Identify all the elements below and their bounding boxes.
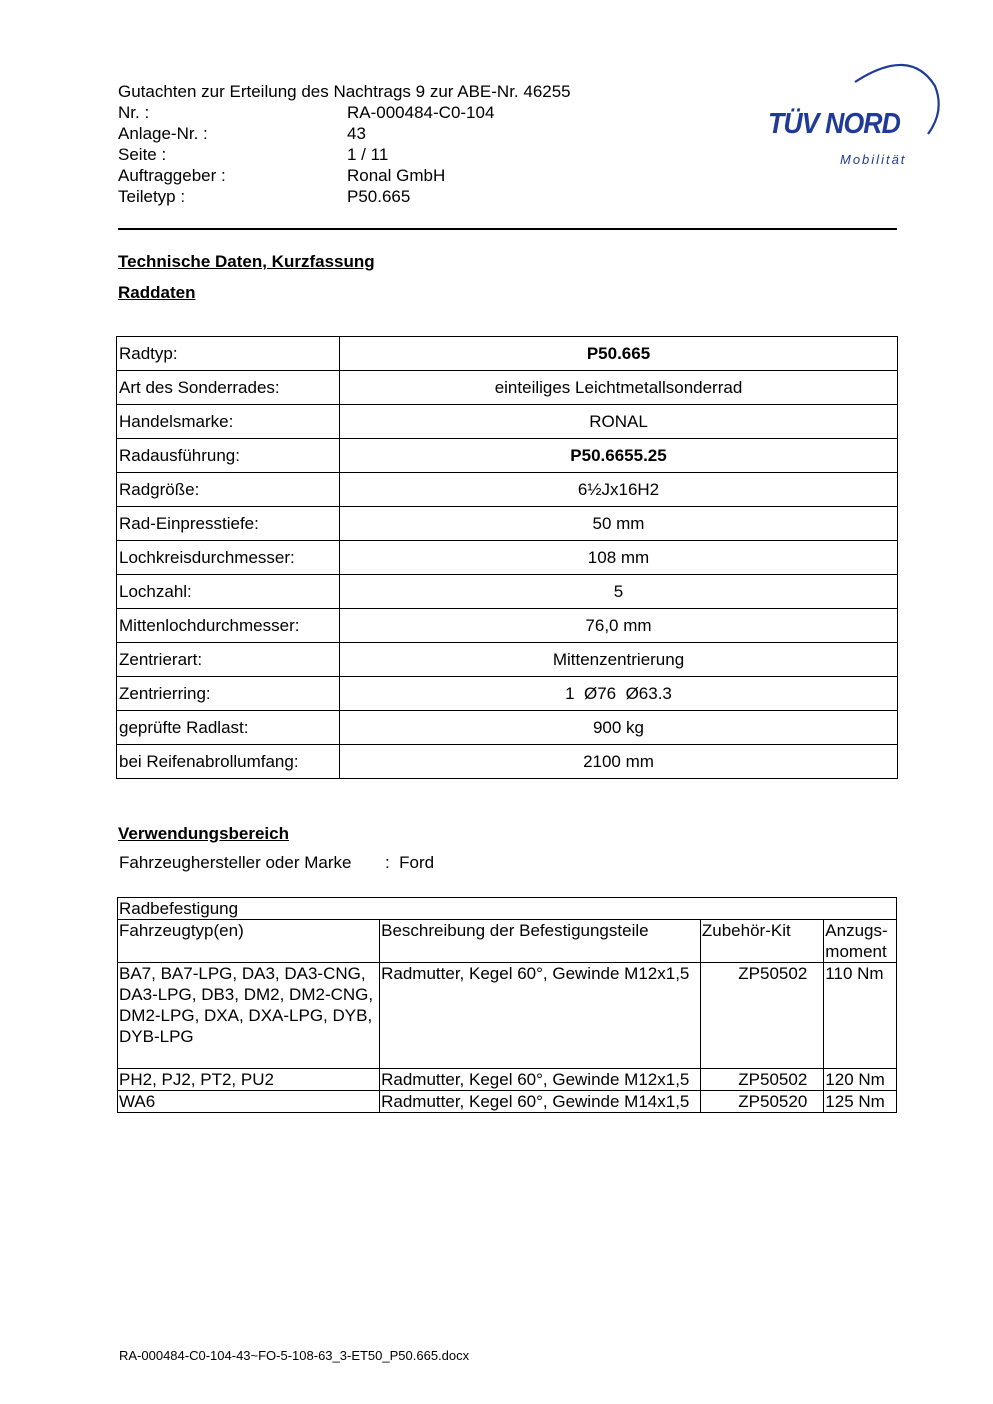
table-row [117,609,898,643]
row-value: einteiliges Leichtmetallsonderrad [340,371,898,405]
column-header: Beschreibung der Befestigungsteile [380,920,701,963]
row-value: 1 Ø76 Ø63.3 [340,677,898,711]
cell-desc: Radmutter, Kegel 60°, Gewinde M12x1,5 [380,963,701,1069]
vehicle-maker [119,853,434,873]
table-row [117,677,898,711]
section-title-tech: Technische Daten, Kurzfassung [118,252,375,271]
row-value: P50.665 [340,337,898,371]
header-value: 1 / 11 [347,145,389,164]
table-title: Radbefestigung [118,898,897,920]
row-value: 900 kg [340,711,898,745]
row-value: 108 mm [340,541,898,575]
header-label: Seite : [118,145,167,164]
table-row [117,643,898,677]
table-row [117,337,898,371]
column-header: Zubehör-Kit [700,920,823,963]
cell-kit: ZP50502 [700,963,823,1069]
table-row [118,963,897,1069]
row-label: Radausführung: [117,439,340,473]
document-header [118,81,571,207]
row-label: Zentrierart: [117,643,340,677]
header-value: 43 [347,124,366,143]
row-label: Zentrierring: [117,677,340,711]
row-label: Radtyp: [117,337,340,371]
row-value: 5 [340,575,898,609]
row-value: P50.6655.25 [340,439,898,473]
cell-kit: ZP50520 [700,1091,823,1113]
header-label: Anlage-Nr. : [118,124,208,143]
header-label: Auftraggeber : [118,166,226,185]
row-label: Rad-Einpresstiefe: [117,507,340,541]
row-value: 76,0 mm [340,609,898,643]
tuv-nord-logo [760,56,945,176]
logo-brand: TÜV NORD [768,108,900,140]
header-label: Nr. : [118,103,150,122]
table-row [117,541,898,575]
section-title-raddaten: Raddaten [118,283,196,302]
table-row [117,575,898,609]
header-row [118,144,571,165]
maker-label: Fahrzeughersteller oder Marke [119,853,352,872]
table-row [118,1091,897,1113]
row-label: geprüfte Radlast: [117,711,340,745]
section-title-verwendung: Verwendungsbereich [118,824,289,843]
table-row [117,439,898,473]
row-value: Mittenzentrierung [340,643,898,677]
cell-types: BA7, BA7-LPG, DA3, DA3-CNG, DA3-LPG, DB3, DM2, DM2-CNG, DM2-LPG, DXA, DXA-LPG, DYB, DYB-LPG [118,963,380,1069]
header-row [118,123,571,144]
table-header-row [118,920,897,963]
row-label: Radgröße: [117,473,340,507]
row-label: bei Reifenabrollumfang: [117,745,340,779]
cell-torque: 120 Nm [824,1069,897,1091]
cell-torque: 125 Nm [824,1091,897,1113]
cell-desc: Radmutter, Kegel 60°, Gewinde M14x1,5 [380,1091,701,1113]
row-value: 2100 mm [340,745,898,779]
footer-filename: RA-000484-C0-104-43~FO-5-108-63_3-ET50_P50.665.docx [119,1348,470,1363]
table-row [118,1069,897,1091]
cell-desc: Radmutter, Kegel 60°, Gewinde M12x1,5 [380,1069,701,1091]
cell-kit: ZP50502 [700,1069,823,1091]
table-title-row [118,898,897,920]
row-label: Lochkreisdurchmesser: [117,541,340,575]
header-row [118,165,571,186]
cell-types: PH2, PJ2, PT2, PU2 [118,1069,380,1091]
row-label: Handelsmarke: [117,405,340,439]
header-row [118,102,571,123]
column-header: Fahrzeugtyp(en) [118,920,380,963]
cell-types: WA6 [118,1091,380,1113]
row-label: Art des Sonderrades: [117,371,340,405]
maker-value: : Ford [385,853,435,872]
row-value: 6½Jx16H2 [340,473,898,507]
raddaten-table [116,336,898,779]
table-row [117,371,898,405]
header-value: RA-000484-C0-104 [347,103,495,122]
logo-subtitle: Mobilität [840,152,907,167]
header-title: Gutachten zur Erteilung des Nachtrags 9 zur ABE-Nr. 46255 [118,82,571,101]
header-value: Ronal GmbH [347,166,446,185]
header-value: P50.665 [347,187,411,206]
header-row [118,186,571,207]
row-value: 50 mm [340,507,898,541]
cell-torque: 110 Nm [824,963,897,1069]
header-label: Teiletyp : [118,187,186,206]
table-row [117,405,898,439]
row-label: Lochzahl: [117,575,340,609]
column-header: Anzugs-moment [824,920,897,963]
table-row [117,507,898,541]
row-value: RONAL [340,405,898,439]
table-row [117,745,898,779]
befestigung-table [117,897,897,1113]
table-row [117,473,898,507]
row-label: Mittenlochdurchmesser: [117,609,340,643]
header-divider [118,228,897,230]
table-row [117,711,898,745]
